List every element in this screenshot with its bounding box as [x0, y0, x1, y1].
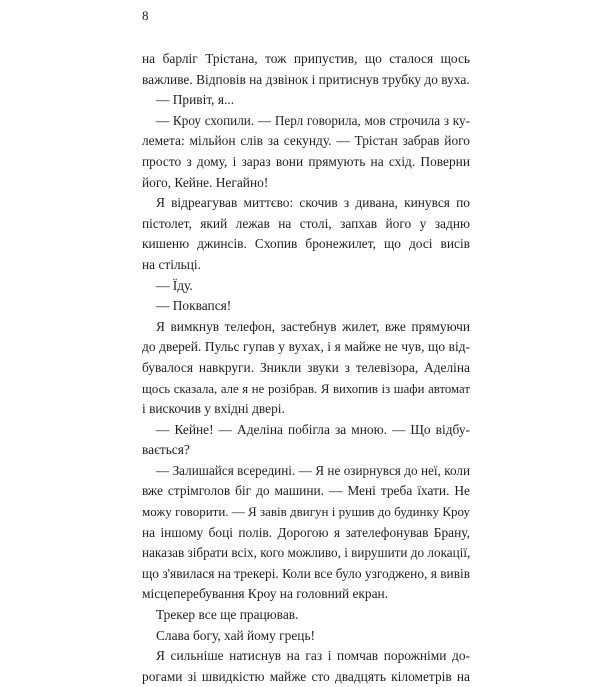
text-line: місцеперебування Кроу на головний екран. — [142, 586, 389, 602]
text-line: пістолет, який лежав на столі, запхав його у задню — [142, 215, 470, 231]
text-line: вається? — [142, 442, 190, 458]
text-line: просто з дому, і зараз вони прямують на схід. Поверни — [142, 153, 470, 169]
text-line: — Їду. — [156, 277, 193, 293]
text-line: і вискочив у вхідні двері. — [142, 401, 285, 417]
text-line: Я вимкнув телефон, застебнув жилет, вже прямуючи — [156, 318, 470, 334]
text-line: на барліг Трістана, тож припустив, що сталося щось — [142, 51, 470, 66]
text-line: — Привіт, я... — [156, 92, 235, 108]
text-line: важливе. Відповів на дзвінок і притиснув трубку до вуха. — [142, 71, 470, 87]
text-line: Трекер все ще працював. — [156, 607, 299, 623]
text-line: — Кейне! — Аделіна побігла за мною. — Що відбу- — [156, 421, 470, 437]
text-line: до дверей. Пульс гупав у вухах, і я майже не чув, що від- — [142, 339, 470, 355]
text-line: його, Кейне. Негайно! — [142, 174, 269, 190]
text-line: вже стрімголов біг до машини. — Мені треба їхати. Не — [142, 483, 470, 499]
text-line: наказав зібрати всіх, кого можливо, і вирушити до локації, — [142, 545, 471, 561]
text-line: Я сильніше натиснув на газ і помчав порожніми до- — [156, 648, 470, 664]
text-line: — Кроу схопили. — Перл говорила, мов строчила з ку- — [156, 112, 470, 128]
text-line: на стільці. — [142, 256, 201, 272]
text-line: щось сказала, але я не розібрав. Я вихопив із шафи автомат — [142, 381, 470, 396]
text-line: Слава богу, хай йому грець! — [156, 627, 316, 643]
text-line: бувалося навкруги. Зникли звуки з телевізора, Аделіна — [142, 359, 470, 375]
text-line: — Поквапся! — [156, 298, 232, 314]
text-line: на іншому боці полів. Дорогою я зателефонував Брану, — [142, 524, 470, 540]
text-line: що з'явилася на трекері. Коли все було узгоджено, я вивів — [142, 565, 471, 581]
text-line: рогами зі швидкістю майже сто двадцять кілометрів на — [142, 668, 470, 684]
text-line: кишеню джинсів. Схопив бронежилет, що досі висів — [142, 236, 470, 252]
text-line: лемета: мільйон слів за секунду. — Трістан забрав його — [142, 133, 470, 149]
text-line: — Залишайся всередині. — Я не озирнувся до неї, коли — [156, 462, 470, 478]
text-line: Я відреагував миттєво: скочив з дивана, кинувся по — [156, 195, 470, 211]
text-line: можу говорити. — Я завів двигун і рушив до будинку Кроу — [142, 504, 471, 520]
page-number: 8 — [142, 8, 149, 23]
body-text — [142, 49, 470, 687]
